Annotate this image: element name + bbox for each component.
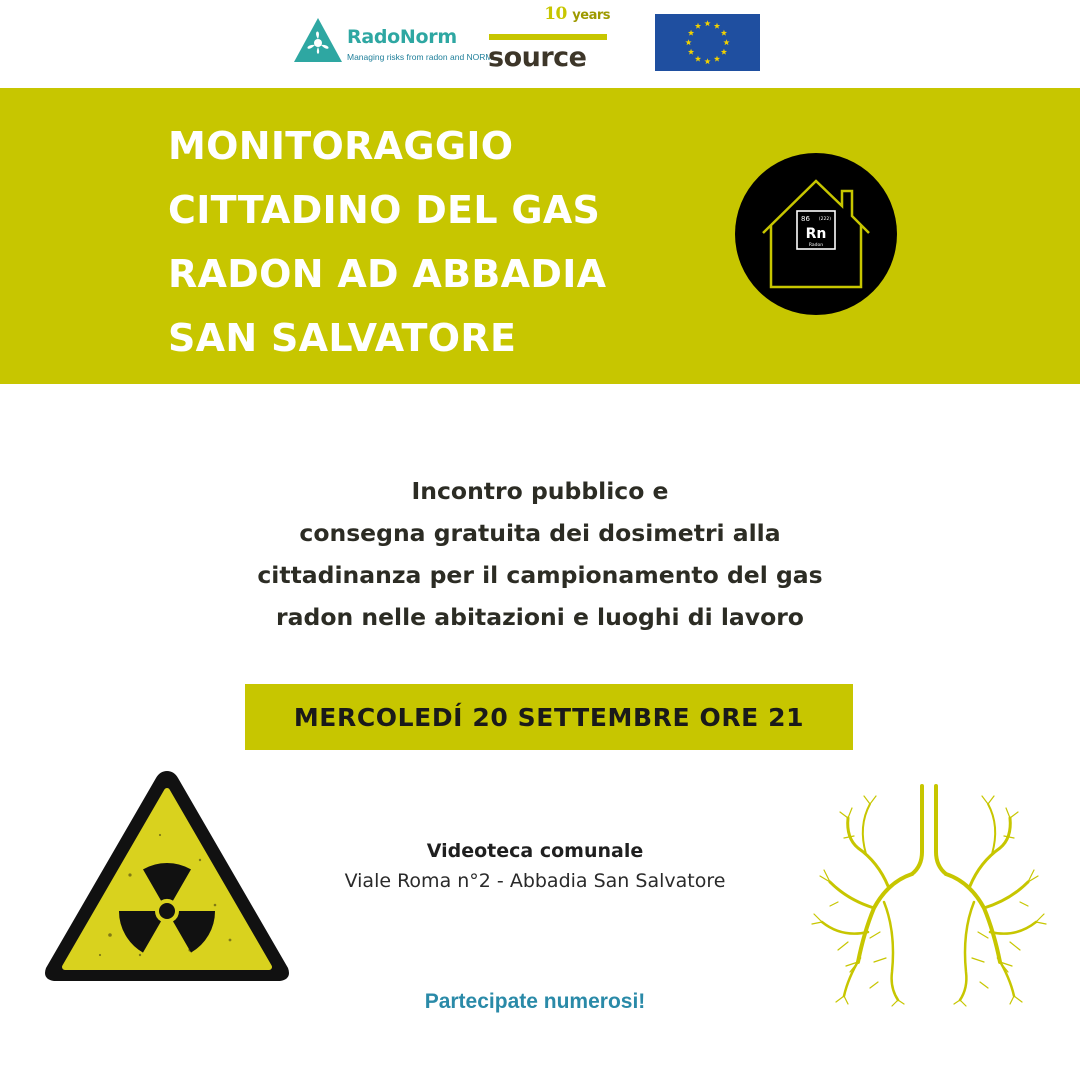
venue-name: Videoteca comunale <box>426 840 644 862</box>
source-divider <box>489 34 607 40</box>
radiation-hazard-icon <box>40 765 294 987</box>
description-line: cittadinanza per il campionamento del gas <box>257 561 823 589</box>
venue-address: Viale Roma n°2 - Abbadia San Salvatore <box>344 870 726 892</box>
title-line: SAN SALVATORE <box>168 316 517 360</box>
event-venue <box>300 836 770 896</box>
page-title <box>168 114 688 370</box>
radon-element-name: Radon <box>808 243 824 248</box>
radonorm-name: RadoNorm <box>347 26 457 48</box>
source-wordmark: source <box>488 42 587 73</box>
event-date: MERCOLEDÍ 20 SETTEMBRE ORE 21 <box>293 702 805 732</box>
call-to-action: Partecipate numerosi! <box>424 990 646 1013</box>
description-line: consegna gratuita dei dosimetri alla <box>299 519 781 547</box>
source-logo <box>487 4 612 74</box>
description-line: Incontro pubblico e <box>411 477 669 505</box>
event-description <box>150 470 930 638</box>
title-line: CITTADINO DEL GAS <box>168 188 601 232</box>
source-anniversary <box>544 4 610 24</box>
eu-flag-icon <box>655 14 760 71</box>
radon-mass: (222) <box>818 217 831 222</box>
source-years-number: 10 <box>544 4 567 24</box>
radonorm-emblem-icon <box>292 16 344 64</box>
partner-logos <box>0 0 1080 88</box>
radon-symbol: Rn <box>805 226 827 242</box>
radon-atomic-number: 86 <box>801 215 810 223</box>
description-line: radon nelle abitazioni e luoghi di lavoro <box>276 603 804 631</box>
radonorm-tagline: Managing risks from radon and NORM <box>347 52 493 62</box>
title-band <box>0 88 1080 384</box>
lungs-icon <box>808 782 1050 1010</box>
radonorm-logo <box>292 16 493 66</box>
event-date-banner <box>245 684 853 750</box>
radon-house-icon <box>735 153 897 315</box>
source-years-word: years <box>572 8 610 23</box>
title-line: MONITORAGGIO <box>168 124 514 168</box>
title-line: RADON AD ABBADIA <box>168 252 607 296</box>
